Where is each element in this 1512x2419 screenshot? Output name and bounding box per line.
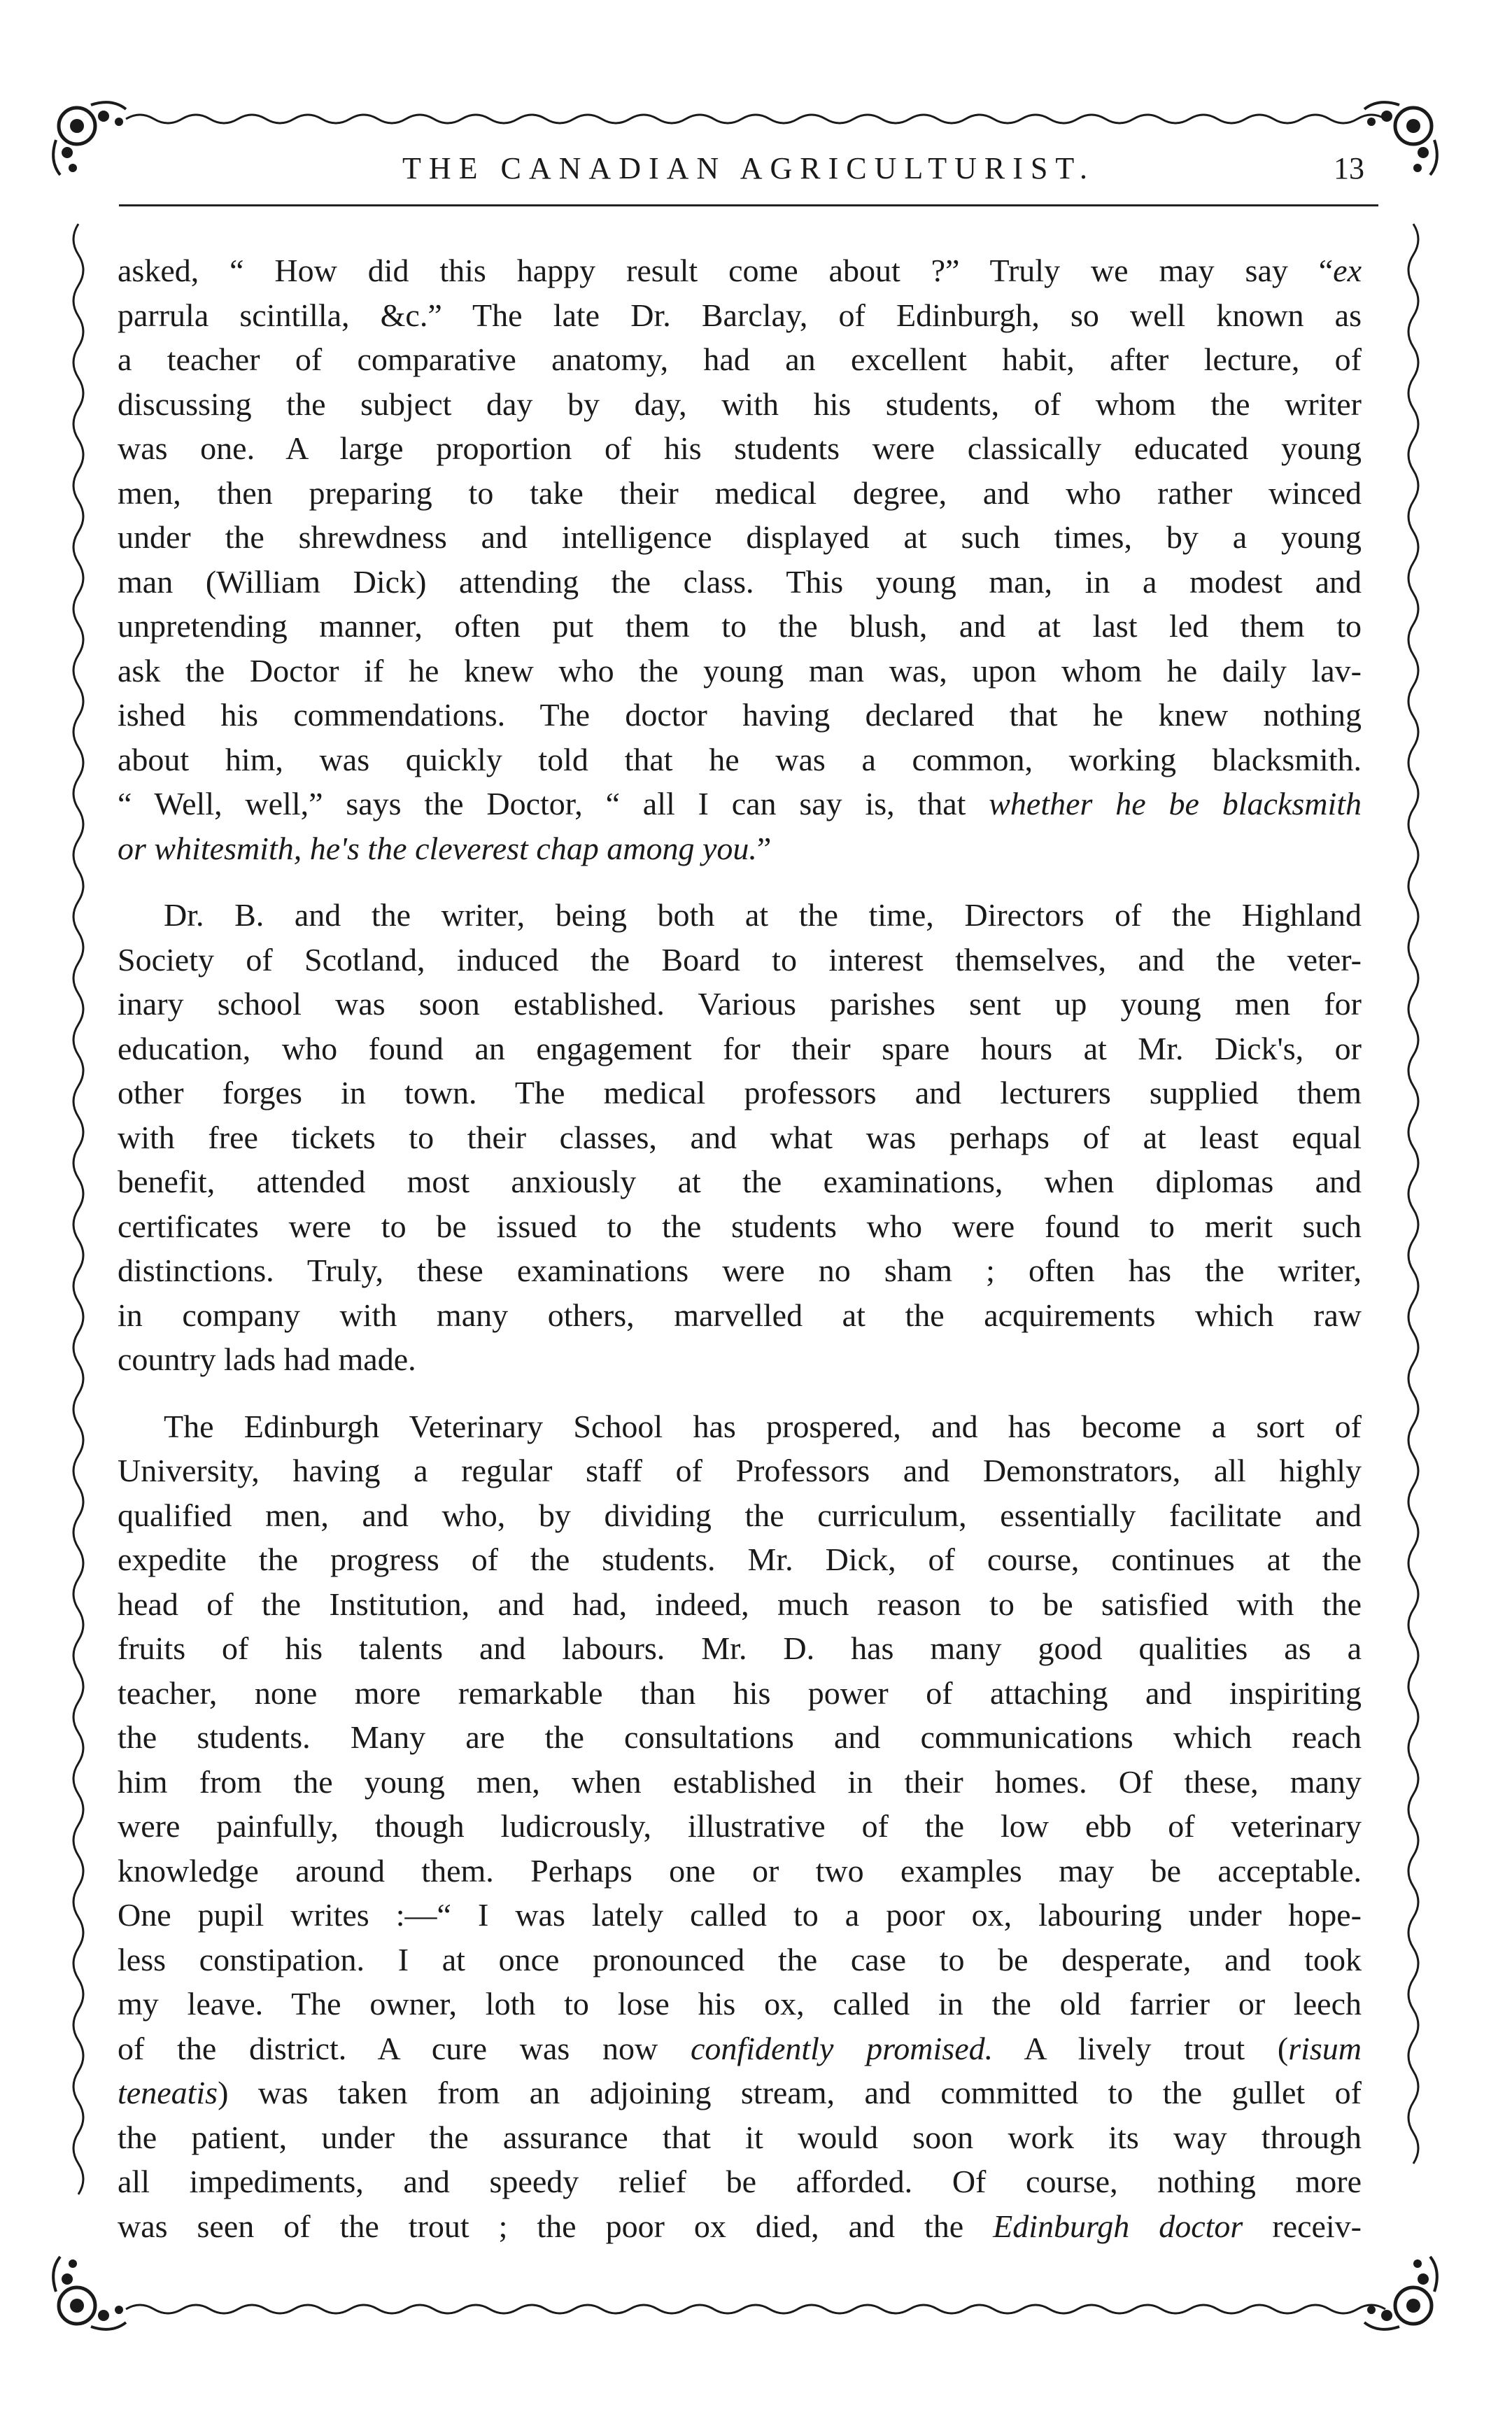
text-line: about him, was quickly told that he was a common, working blacksmith.	[118, 741, 1362, 777]
text-line: ask the Doctor if he knew who the young man was, upon whom he daily lav-	[118, 652, 1362, 689]
text-line: under the shrewdness and intelligence displayed at such times, by a young	[118, 519, 1362, 555]
text-line: education, who found an engagement for their spare hours at Mr. Dick's, or	[118, 1030, 1362, 1066]
text-line: discussing the subject day by day, with his students, of whom the writer	[118, 386, 1362, 422]
italic-text: teneatis	[118, 2075, 218, 2110]
article-body	[118, 248, 1362, 2248]
text-line: him from the young men, when established in their homes. Of these, many	[118, 1763, 1362, 1800]
text-line: the patient, under the assurance that it would soon work its way through	[118, 2119, 1362, 2155]
italic-text: risum	[1288, 2030, 1362, 2066]
text-line: of the district. A cure was now confidently promised. A lively trout (risum	[118, 2030, 1362, 2066]
text-line: fruits of his talents and labours. Mr. D. has many good qualities as a	[118, 1630, 1362, 1666]
text-line: benefit, attended most anxiously at the examinations, when diplomas and	[118, 1164, 1362, 1199]
text-line: were painfully, though ludicrously, illustrative of the low ebb of veterinary	[118, 1808, 1362, 1844]
italic-text: Edinburgh doctor	[993, 2208, 1243, 2244]
text-line: was seen of the trout ; the poor ox died, and the Edinburgh doctor receiv-	[118, 2208, 1362, 2244]
text-line: all impediments, and speedy relief be afforded. Of course, nothing more	[118, 2164, 1362, 2199]
paragraph-2	[118, 893, 1362, 1382]
text-line: University, having a regular staff of Professors and Demonstrators, all highly	[118, 1453, 1362, 1488]
text-line: man (William Dick) attending the class. This young man, in a modest and	[118, 563, 1362, 600]
text-line: teneatis) was taken from an adjoining stream, and committed to the gullet of	[118, 2075, 1362, 2110]
text-line: expedite the progress of the students. Mr. Dick, of course, continues at the	[118, 1542, 1362, 1577]
text-line: distinctions. Truly, these examinations were no sham ; often has the writer,	[118, 1253, 1362, 1288]
text-line: certificates were to be issued to the students who were found to merit such	[118, 1208, 1362, 1244]
text-line: teacher, none more remarkable than his power of attaching and inspiriting	[118, 1674, 1362, 1711]
text-line: asked, “ How did this happy result come about ?” Truly we may say “ex	[118, 253, 1362, 288]
page-number: 13	[1334, 151, 1364, 185]
text-line: The Edinburgh Veterinary School has prospered, and has become a sort of	[164, 1408, 1362, 1444]
text-line: inary school was soon established. Various parishes sent up young men for	[118, 986, 1362, 1022]
paragraph-1	[118, 248, 1362, 870]
text-line: the students. Many are the consultations and communications which reach	[118, 1719, 1362, 1755]
text-line: Society of Scotland, induced the Board to interest themselves, and the veter-	[118, 941, 1362, 978]
text-line: men, then preparing to take their medical degree, and who rather winced	[118, 474, 1362, 511]
italic-text: confidently promised.	[691, 2030, 994, 2066]
italic-text: or whitesmith, he's the cleverest chap among you.	[118, 830, 757, 866]
text-line: qualified men, and who, by dividing the curriculum, essentially facilitate and	[118, 1497, 1362, 1533]
text-line: a teacher of comparative anatomy, had an excellent habit, after lecture, of	[118, 341, 1362, 377]
text-line: “ Well, well,” says the Doctor, “ all I can say is, that whether he be blacksmith	[118, 786, 1362, 821]
running-header	[133, 150, 1364, 199]
text-line: Dr. B. and the writer, being both at the time, Directors of the Highland	[164, 897, 1362, 933]
paragraph-3	[118, 1404, 1362, 2249]
text-line: my leave. The owner, loth to lose his ox, called in the old farrier or leech	[118, 1986, 1362, 2022]
italic-text: ex	[1333, 253, 1362, 288]
header-rule	[119, 204, 1378, 206]
text-line: parrula scintilla, &c.” The late Dr. Barclay, of Edinburgh, so well known as	[118, 297, 1362, 333]
text-line: or whitesmith, he's the cleverest chap among you.”	[118, 830, 772, 866]
text-line: country lads had made.	[118, 1341, 416, 1377]
text-line: knowledge around them. Perhaps one or two examples may be acceptable.	[118, 1852, 1362, 1889]
text-line: with free tickets to their classes, and what was perhaps of at least equal	[118, 1119, 1362, 1155]
italic-text: whether he be blacksmith	[989, 786, 1362, 821]
text-line: less constipation. I at once pronounced the case to be desperate, and took	[118, 1941, 1362, 1977]
text-line: other forges in town. The medical professors and lecturers supplied them	[118, 1075, 1362, 1110]
text-line: in company with many others, marvelled at the acquirements which raw	[118, 1297, 1362, 1333]
text-line: unpretending manner, often put them to the blush, and at last led them to	[118, 608, 1362, 644]
text-line: ished his commendations. The doctor having declared that he knew nothing	[118, 697, 1362, 733]
text-line: was one. A large proportion of his students were classically educated young	[118, 430, 1362, 466]
running-title: THE CANADIAN AGRICULTURIST.	[402, 151, 1095, 185]
text-line: One pupil writes :—“ I was lately called to a poor ox, labouring under hope-	[118, 1897, 1362, 1933]
text-line: head of the Institution, and had, indeed, much reason to be satisfied with the	[118, 1586, 1362, 1622]
